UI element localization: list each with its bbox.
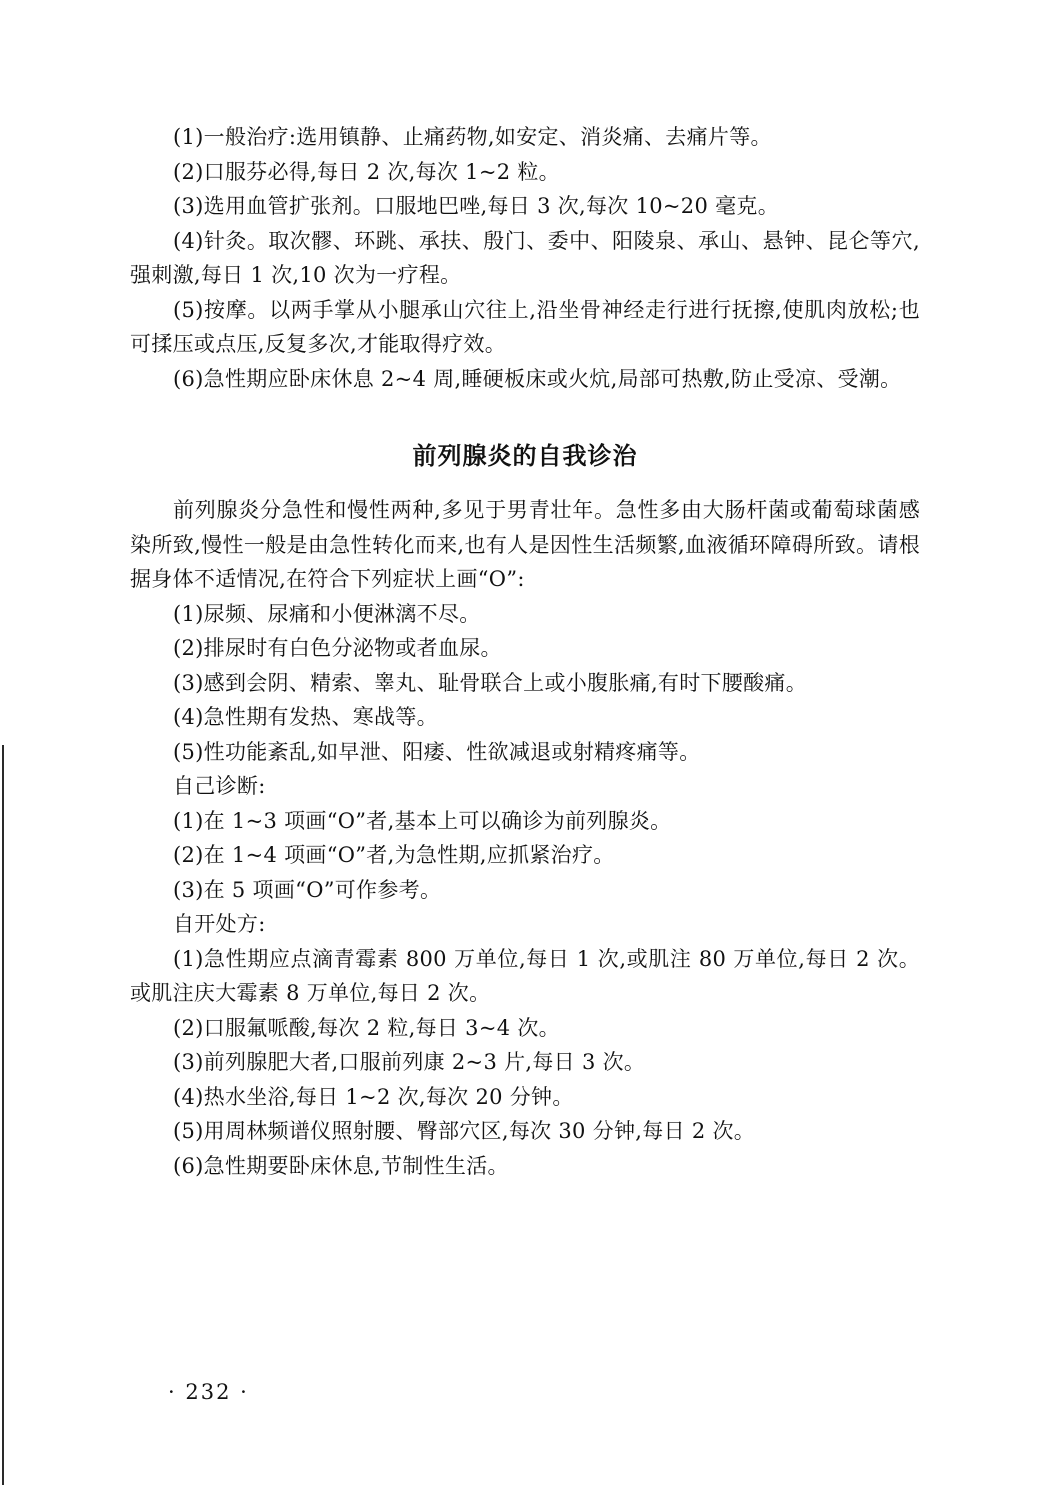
symptom-item-3: (3)感到会阴、精索、睾丸、耻骨联合上或小腹胀痛,有时下腰酸痛。 xyxy=(173,670,808,695)
prescription-item-4: (4)热水坐浴,每日 1~2 次,每次 20 分钟。 xyxy=(173,1084,574,1109)
prescription-item-5: (5)用周林频谱仪照射腰、臀部穴区,每次 30 分钟,每日 2 次。 xyxy=(173,1119,756,1143)
symptom-item-4: (4)急性期有发热、寒战等。 xyxy=(173,705,438,729)
page-number: · 232 · xyxy=(168,1380,249,1404)
prescription-item-6: (6)急性期要卧床休息,节制性生活。 xyxy=(173,1153,509,1178)
scan-edge-line xyxy=(2,745,4,1485)
diagnosis-item-1: (1)在 1~3 项画“O”者,基本上可以确诊为前列腺炎。 xyxy=(173,808,672,833)
symptom-item-2: (2)排尿时有白色分泌物或者血尿。 xyxy=(173,636,502,660)
prescription-item-3: (3)前列腺肥大者,口服前列康 2~3 片,每日 3 次。 xyxy=(173,1050,646,1074)
page-body xyxy=(130,120,920,1183)
treatment-item-4: (4)针灸。取次髎、环跳、承扶、殷门、委中、阳陵泉、承山、悬钟、昆仑等穴,强刺激,每日 1 次,10 次为一疗程。 xyxy=(130,228,920,287)
treatment-item-1: (1)一般治疗:选用镇静、止痛药物,如安定、消炎痛、去痛片等。 xyxy=(173,125,772,149)
diagnosis-item-2: (2)在 1~4 项画“O”者,为急性期,应抓紧治疗。 xyxy=(173,843,615,867)
symptom-item-1: (1)尿频、尿痛和小便淋漓不尽。 xyxy=(173,601,481,626)
diagnosis-label: 自己诊断: xyxy=(173,774,266,798)
prescription-label: 自开处方: xyxy=(173,912,266,936)
intro-paragraph: 前列腺炎分急性和慢性两种,多见于男青壮年。急性多由大肠杆菌或葡萄球菌感染所致,慢性一般是由急性转化而来,也有人是因性生活频繁,血液循环障碍所致。请根据身体不适情况,在符合下列症状上画“O”: xyxy=(130,498,920,591)
diagnosis-item-3: (3)在 5 项画“O”可作参考。 xyxy=(173,877,442,902)
section-heading: 前列腺炎的自我诊治 xyxy=(412,442,638,470)
prescription-item-2: (2)口服氟哌酸,每次 2 粒,每日 3~4 次。 xyxy=(173,1015,560,1040)
treatment-item-2: (2)口服芬必得,每日 2 次,每次 1~2 粒。 xyxy=(173,159,560,184)
prescription-item-1: (1)急性期应点滴青霉素 800 万单位,每日 1 次,或肌注 80 万单位,每日 2 次。或肌注庆大霉素 8 万单位,每日 2 次。 xyxy=(130,946,920,1005)
treatment-item-3: (3)选用血管扩张剂。口服地巴唑,每日 3 次,每次 10~20 毫克。 xyxy=(173,194,779,218)
treatment-item-6: (6)急性期应卧床休息 2~4 周,睡硬板床或火炕,局部可热敷,防止受凉、受潮。 xyxy=(173,366,902,391)
treatment-item-5: (5)按摩。以两手掌从小腿承山穴往上,沿坐骨神经走行进行抚擦,使肌肉放松;也可揉压或点压,反复多次,才能取得疗效。 xyxy=(130,297,920,356)
symptom-item-5: (5)性功能紊乱,如早泄、阳痿、性欲减退或射精疼痛等。 xyxy=(173,739,701,764)
